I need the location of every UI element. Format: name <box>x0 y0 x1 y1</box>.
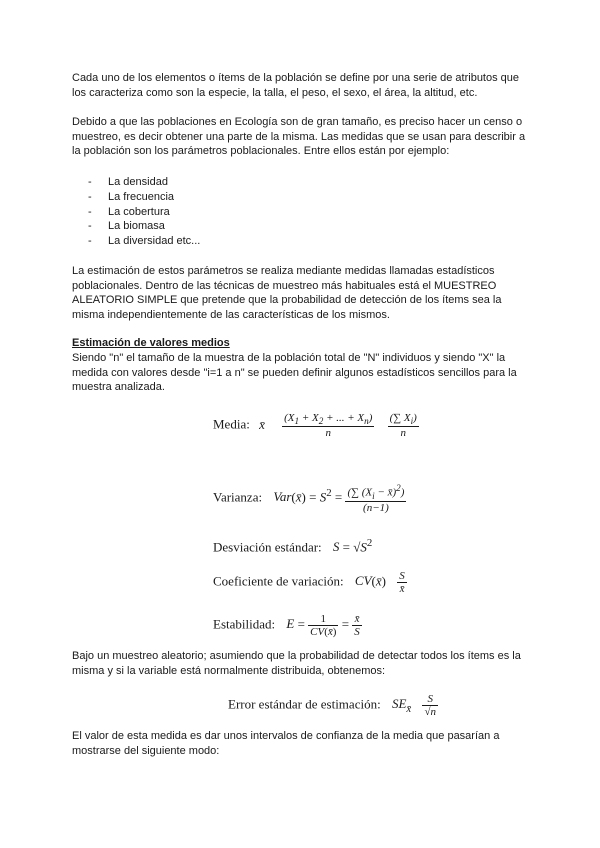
list-item: - La biomasa <box>88 220 165 233</box>
formula-media: Media: x̄ $\frac{(X_1 + X_2 + ... + X_n)}{n}$ $\frac{(\sum X_i)}{n}$ <box>213 412 417 440</box>
formula-error: Error estándar de estimación: $SE_{x̄}$ $\frac{S}{√n}$ <box>228 693 436 718</box>
formula-desviacion: Desviación estándar: $S = √S^2$ <box>213 537 373 555</box>
formula-estabilidad: Estabilidad: E = $\frac{1}{CV(x̄)}$ = $\frac{x̄}{S}$ <box>213 613 360 638</box>
formula-varianza: Varianza: Var(x̄) = $S^2$ = $\frac{(\sum (X_i - x̄)^2)}{(n-1)}$ <box>213 483 405 514</box>
list-item: - La cobertura <box>88 205 170 218</box>
paragraph-population: Debido a que las poblaciones en Ecología son de gran tamaño, es preciso hacer un censo o muestreo, es decir obtener una parte de la misma. Las medidas que se usan para describir a la población son los parámetros poblacionales. Entre ellos están por ejemplo: <box>72 116 526 157</box>
parameter-list <box>88 175 200 249</box>
list-item: - La frecuencia <box>88 190 175 203</box>
paragraph-attributes: Cada uno de los elementos o ítems de la población se define por una serie de atributos que los caracteriza como son la especie, la talla, el peso, el sexo, el área, la altitud, etc. <box>72 72 520 99</box>
list-item: - La densidad <box>88 176 168 188</box>
paragraph-random-sampling: Bajo un muestreo aleatorio; asumiendo que la probabilidad de detectar todos los ítems es la misma y si la variable está normalmente distribuida, obtenemos: <box>72 650 521 677</box>
paragraph-confidence: El valor de esta medida es dar unos intervalos de confianza de la media que pasarían a mostrarse del siguiente modo: <box>72 730 500 757</box>
formula-coeficiente: Coeficiente de variación: CV(x̄) $\frac{S}{x̄}$ <box>213 570 405 595</box>
section-heading: Estimación de valores medios <box>72 337 230 349</box>
paragraph-estimation: La estimación de estos parámetros se realiza mediante medidas llamadas estadísticos poblacionales. Dentro de las técnicas de muestreo más habituales está el MUESTREO ALEATORIO SIMPLE que pretende que la probabilidad de detección de los ítems sea la misma independientemente de las características de los mismos. <box>72 265 502 321</box>
paragraph-sample: Siendo "n" el tamaño de la muestra de la población total de "N" individuos y siendo "X" la medida con valores desde "i=1 a n" se pueden definir algunos estadísticos sencillos para la muestra analizada. <box>72 352 517 393</box>
list-item: - La diversidad etc... <box>88 235 201 248</box>
